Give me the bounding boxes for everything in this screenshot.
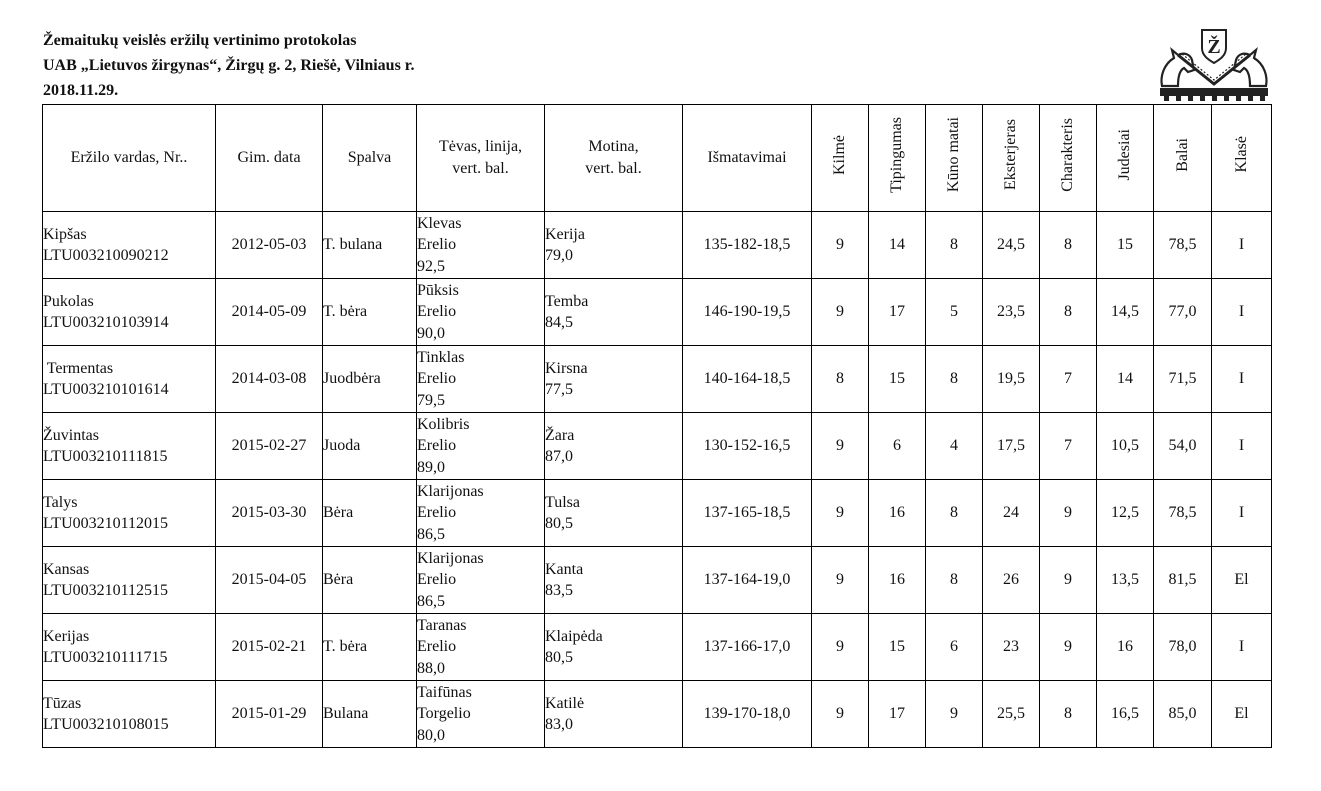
total-points: 78,5	[1154, 212, 1212, 279]
stallion-cell	[43, 279, 216, 346]
class-value: I	[1212, 614, 1272, 681]
birth-date: 2014-05-09	[216, 279, 323, 346]
exterior-score: 23,5	[983, 279, 1040, 346]
col-color: Spalva	[323, 105, 417, 212]
class-value: I	[1212, 279, 1272, 346]
class-value: I	[1212, 212, 1272, 279]
measurements: 130-152-16,5	[683, 413, 812, 480]
sire-name: Kolibris	[417, 415, 470, 433]
exterior-score: 23	[983, 614, 1040, 681]
character-score: 9	[1040, 547, 1097, 614]
stallion-name: Tūzas	[43, 694, 82, 712]
coat-color: T. bėra	[323, 614, 417, 681]
dam-cell	[545, 413, 683, 480]
col-dam-line1: Motina,	[588, 138, 639, 155]
dam-cell	[545, 279, 683, 346]
measurements: 135-182-18,5	[683, 212, 812, 279]
sire-cell	[417, 480, 545, 547]
sire-line: Erelio	[417, 437, 457, 455]
dam-name: Katilė	[545, 694, 585, 712]
movement-score: 14	[1097, 346, 1154, 413]
body-score: 8	[926, 547, 983, 614]
dam-cell	[545, 212, 683, 279]
stallion-reg: LTU003210108015	[43, 716, 169, 733]
sire-line: Erelio	[417, 504, 457, 522]
coat-color: Bėra	[323, 480, 417, 547]
document-header	[43, 28, 414, 103]
character-score: 8	[1040, 681, 1097, 748]
measurements: 137-164-19,0	[683, 547, 812, 614]
col-body	[926, 105, 983, 212]
sire-line: Erelio	[417, 370, 457, 388]
col-points	[1154, 105, 1212, 212]
class-value: I	[1212, 413, 1272, 480]
stallion-name: Kerijas	[43, 627, 90, 645]
movement-score: 12,5	[1097, 480, 1154, 547]
sire-score: 89,0	[417, 458, 445, 476]
body-score: 4	[926, 413, 983, 480]
stallion-cell	[43, 614, 216, 681]
stallion-name: Talys	[43, 493, 78, 511]
stallion-reg: LTU003210112015	[43, 515, 169, 532]
stallion-cell	[43, 346, 216, 413]
sire-name: Klarijonas	[417, 549, 484, 567]
sire-score: 90,0	[417, 324, 445, 342]
exterior-score: 24,5	[983, 212, 1040, 279]
class-value: I	[1212, 480, 1272, 547]
stallion-name: Kipšas	[43, 225, 87, 243]
dam-cell	[545, 614, 683, 681]
horse-heads-logo	[1156, 24, 1272, 102]
origin-score: 8	[812, 346, 869, 413]
sire-cell	[417, 346, 545, 413]
sire-cell	[417, 413, 545, 480]
birth-date: 2012-05-03	[216, 212, 323, 279]
exterior-score: 24	[983, 480, 1040, 547]
sire-name: Pūksis	[417, 281, 459, 299]
evaluation-table	[42, 104, 1272, 748]
col-body-label: Kūno matai	[945, 116, 962, 193]
stallion-name: Žuvintas	[43, 426, 99, 444]
sire-score: 92,5	[417, 257, 445, 275]
character-score: 7	[1040, 413, 1097, 480]
logo-letter: Ž	[1207, 36, 1221, 58]
sire-line: Erelio	[417, 236, 457, 254]
coat-color: Bėra	[323, 547, 417, 614]
sire-name: Taifūnas	[417, 683, 472, 701]
exterior-score: 19,5	[983, 346, 1040, 413]
dam-score: 79,0	[545, 247, 573, 264]
col-class	[1212, 105, 1272, 212]
type-score: 15	[869, 346, 926, 413]
measurements: 137-165-18,5	[683, 480, 812, 547]
dam-name: Kirsna	[545, 359, 588, 377]
col-origin-label: Kilmė	[831, 134, 848, 175]
body-score: 9	[926, 681, 983, 748]
class-value: El	[1212, 547, 1272, 614]
birth-date: 2015-01-29	[216, 681, 323, 748]
col-sire	[417, 105, 545, 212]
birth-date: 2015-04-05	[216, 547, 323, 614]
dam-score: 80,5	[545, 515, 573, 532]
sire-line: Erelio	[417, 303, 457, 321]
character-score: 9	[1040, 480, 1097, 547]
coat-color: T. bėra	[323, 279, 417, 346]
character-score: 9	[1040, 614, 1097, 681]
body-score: 6	[926, 614, 983, 681]
total-points: 85,0	[1154, 681, 1212, 748]
origin-score: 9	[812, 681, 869, 748]
col-sire-line2: vert. bal.	[452, 160, 509, 177]
table-row	[43, 480, 1272, 547]
birth-date: 2015-02-27	[216, 413, 323, 480]
measurements: 137-166-17,0	[683, 614, 812, 681]
type-score: 16	[869, 480, 926, 547]
stallion-reg: LTU003210111815	[43, 448, 168, 465]
organization-address: UAB „Lietuvos žirgynas“, Žirgų g. 2, Riešė, Vilniaus r.	[43, 57, 415, 74]
exterior-score: 17,5	[983, 413, 1040, 480]
movement-score: 13,5	[1097, 547, 1154, 614]
table-row	[43, 413, 1272, 480]
body-score: 8	[926, 212, 983, 279]
col-measurements: Išmatavimai	[683, 105, 812, 212]
col-character-label: Charakteris	[1059, 117, 1076, 192]
dam-score: 84,5	[545, 314, 573, 331]
col-exterior-label: Eksterjeras	[1002, 118, 1019, 191]
stallion-reg: LTU003210101614	[43, 381, 169, 398]
col-class-label: Klasė	[1232, 136, 1250, 173]
character-score: 7	[1040, 346, 1097, 413]
class-value: I	[1212, 346, 1272, 413]
stallion-reg: LTU003210111715	[43, 649, 168, 666]
movement-score: 16	[1097, 614, 1154, 681]
origin-score: 9	[812, 614, 869, 681]
sire-line: Erelio	[417, 571, 457, 589]
col-name: Eržilo vardas, Nr..	[43, 105, 216, 212]
dam-name: Kanta	[545, 560, 584, 578]
dam-name: Kerija	[545, 225, 585, 243]
sire-line: Erelio	[417, 638, 457, 656]
sire-cell	[417, 547, 545, 614]
measurements: 140-164-18,5	[683, 346, 812, 413]
table-row	[43, 279, 1272, 346]
origin-score: 9	[812, 413, 869, 480]
col-type-label: Tipingumas	[888, 116, 905, 193]
dam-cell	[545, 480, 683, 547]
dam-score: 83,0	[545, 716, 573, 733]
sire-line: Torgelio	[417, 705, 471, 723]
sire-score: 79,5	[417, 391, 445, 409]
measurements: 146-190-19,5	[683, 279, 812, 346]
sire-name: Klarijonas	[417, 482, 484, 500]
body-score: 8	[926, 480, 983, 547]
movement-score: 15	[1097, 212, 1154, 279]
dam-score: 77,5	[545, 381, 573, 398]
measurements: 139-170-18,0	[683, 681, 812, 748]
document-title: Žemaitukų veislės eržilų vertinimo protokolas	[43, 32, 357, 49]
dam-name: Žara	[545, 426, 575, 444]
class-value: El	[1212, 681, 1272, 748]
col-sire-line1: Tėvas, linija,	[438, 138, 523, 155]
origin-score: 9	[812, 547, 869, 614]
coat-color: Juoda	[323, 413, 417, 480]
type-score: 17	[869, 279, 926, 346]
stallion-reg: LTU003210090212	[43, 247, 169, 264]
col-dam-line2: vert. bal.	[585, 160, 642, 177]
sire-name: Tinklas	[417, 348, 465, 366]
exterior-score: 25,5	[983, 681, 1040, 748]
coat-color: Juodbėra	[323, 346, 417, 413]
coat-color: T. bulana	[323, 212, 417, 279]
birth-date: 2015-02-21	[216, 614, 323, 681]
sire-name: Klevas	[417, 214, 462, 232]
dam-cell	[545, 346, 683, 413]
dam-name: Tulsa	[545, 493, 580, 511]
body-score: 8	[926, 346, 983, 413]
stallion-cell	[43, 547, 216, 614]
stallion-name: Pukolas	[43, 292, 94, 310]
col-type	[869, 105, 926, 212]
sire-cell	[417, 212, 545, 279]
table-row	[43, 346, 1272, 413]
table-row	[43, 547, 1272, 614]
dam-score: 83,5	[545, 582, 573, 599]
total-points: 71,5	[1154, 346, 1212, 413]
dam-name: Klaipėda	[545, 627, 603, 645]
stallion-cell	[43, 212, 216, 279]
sire-name: Taranas	[417, 616, 467, 634]
character-score: 8	[1040, 212, 1097, 279]
col-movement	[1097, 105, 1154, 212]
body-score: 5	[926, 279, 983, 346]
sire-cell	[417, 681, 545, 748]
sire-score: 86,5	[417, 525, 445, 543]
origin-score: 9	[812, 212, 869, 279]
col-birth-date: Gim. data	[216, 105, 323, 212]
stallion-cell	[43, 681, 216, 748]
col-character	[1040, 105, 1097, 212]
total-points: 54,0	[1154, 413, 1212, 480]
col-points-label: Balai	[1173, 137, 1191, 172]
type-score: 14	[869, 212, 926, 279]
header-row	[43, 105, 1272, 212]
total-points: 77,0	[1154, 279, 1212, 346]
birth-date: 2014-03-08	[216, 346, 323, 413]
sire-cell	[417, 614, 545, 681]
table-row	[43, 614, 1272, 681]
stallion-name: Kansas	[43, 560, 90, 578]
exterior-score: 26	[983, 547, 1040, 614]
origin-score: 9	[812, 480, 869, 547]
birth-date: 2015-03-30	[216, 480, 323, 547]
dam-cell	[545, 547, 683, 614]
type-score: 6	[869, 413, 926, 480]
type-score: 15	[869, 614, 926, 681]
dam-cell	[545, 681, 683, 748]
origin-score: 9	[812, 279, 869, 346]
dam-name: Temba	[545, 292, 589, 310]
stallion-name: Termentas	[43, 359, 114, 377]
dam-score: 80,5	[545, 649, 573, 666]
sire-score: 80,0	[417, 726, 445, 744]
sire-score: 86,5	[417, 592, 445, 610]
document-date: 2018.11.29.	[43, 82, 119, 99]
stallion-reg: LTU003210103914	[43, 314, 169, 331]
col-exterior	[983, 105, 1040, 212]
sire-cell	[417, 279, 545, 346]
col-origin	[812, 105, 869, 212]
total-points: 78,0	[1154, 614, 1212, 681]
total-points: 81,5	[1154, 547, 1212, 614]
col-movement-label: Judesiai	[1116, 128, 1133, 181]
col-dam	[545, 105, 683, 212]
stallion-reg: LTU003210112515	[43, 582, 169, 599]
stallion-cell	[43, 480, 216, 547]
type-score: 16	[869, 547, 926, 614]
dam-score: 87,0	[545, 448, 573, 465]
character-score: 8	[1040, 279, 1097, 346]
movement-score: 10,5	[1097, 413, 1154, 480]
stallion-cell	[43, 413, 216, 480]
type-score: 17	[869, 681, 926, 748]
table-row	[43, 681, 1272, 748]
sire-score: 88,0	[417, 659, 445, 677]
total-points: 78,5	[1154, 480, 1212, 547]
coat-color: Bulana	[323, 681, 417, 748]
movement-score: 16,5	[1097, 681, 1154, 748]
movement-score: 14,5	[1097, 279, 1154, 346]
table-row	[43, 212, 1272, 279]
